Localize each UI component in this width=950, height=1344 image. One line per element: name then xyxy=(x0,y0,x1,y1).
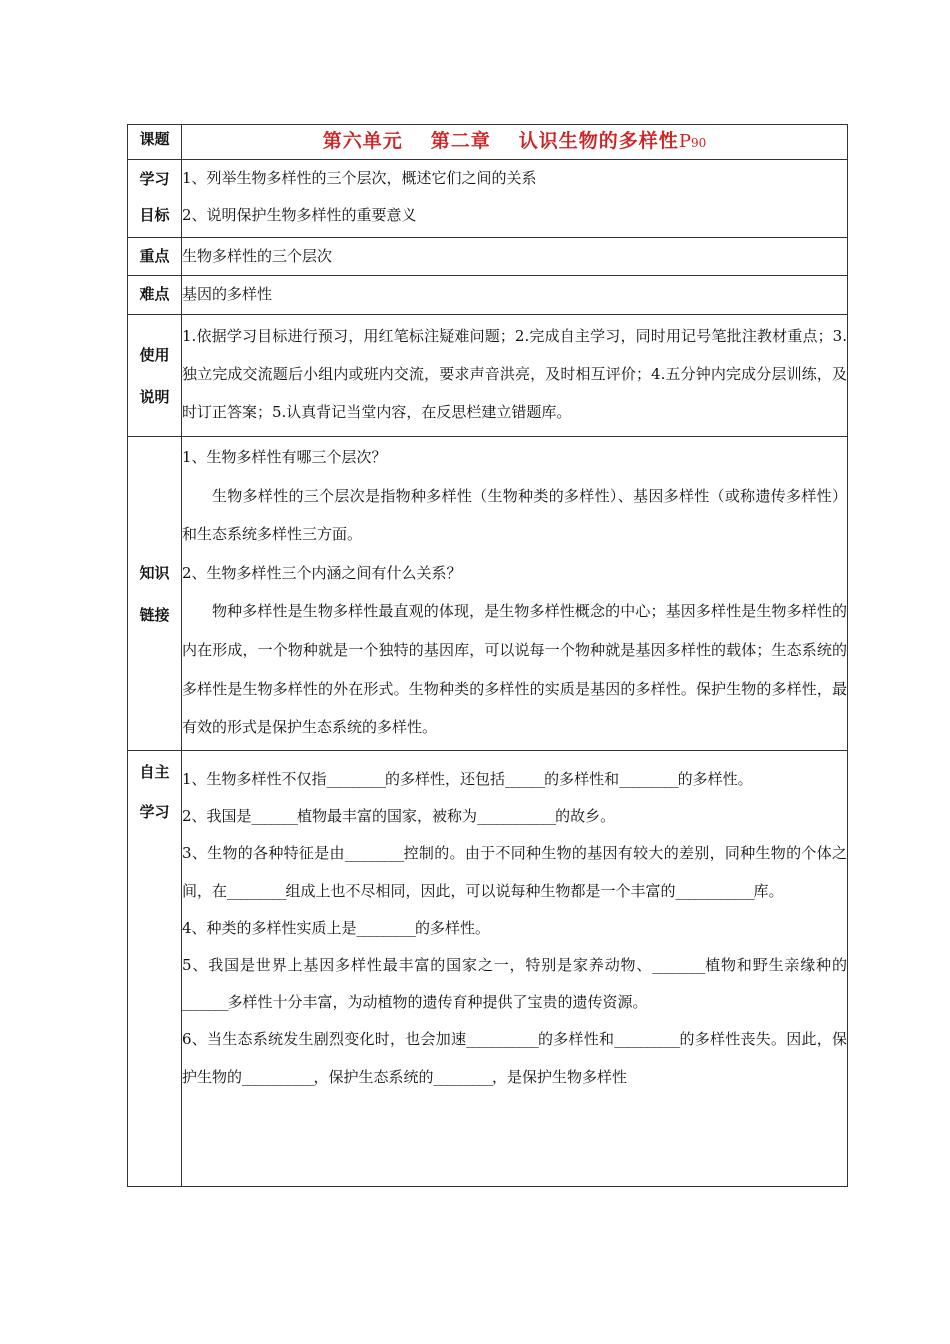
chapter-label: 第二章 xyxy=(430,130,491,152)
goal-item: 2、说明保护生物多样性的重要意义 xyxy=(182,206,417,224)
goal-item: 1、列举生物多样性的三个层次，概述它们之间的关系 xyxy=(182,169,537,187)
exercise-2: 2、我国是_______植物最丰富的国家，被称为____________的故乡。 xyxy=(182,807,616,826)
page-number: 90 xyxy=(690,136,707,150)
fill-blank[interactable]: ____________ xyxy=(477,807,556,826)
goal-label: 学习 目标 xyxy=(128,160,182,238)
difficulty-label: 难点 xyxy=(128,276,182,315)
self-study-label: 自主 学习 xyxy=(128,751,182,1187)
knowledge-row xyxy=(128,437,848,751)
usage-row xyxy=(128,315,848,437)
unit-label: 第六单元 xyxy=(322,130,403,152)
difficulty-row xyxy=(128,276,848,315)
knowledge-answer-1: 生物多样性的三个层次是指物种多样性（生物种类的多样性）、基因多样性（或称遗传多样性）和生态系统多样性三方面。 xyxy=(182,486,847,544)
usage-label: 使用 说明 xyxy=(128,315,182,437)
fill-blank[interactable]: _______ xyxy=(182,993,228,1012)
exercise-5: 5、我国是世界上基因多样性最丰富的国家之一，特别是家养动物、________植物和野生亲缘种的_______多样性十分丰富，为动植物的遗传育种提供了宝贵的遗传资源。 xyxy=(182,956,847,1012)
exercise-3: 3、生物的各种特征是由_________控制的。由于不同种生物的基因有较大的差别，同种生物的个体之间，在_________组成上也不尽相同，因此，可以说每种生物都是一个丰富的____________库。 xyxy=(182,844,847,900)
self-study-row xyxy=(128,751,848,1187)
lesson-plan-table xyxy=(127,124,848,1187)
exercise-4: 4、种类的多样性实质上是_________的多样性。 xyxy=(182,918,491,937)
usage-text: 1.依据学习目标进行预习，用红笔标注疑难问题；2.完成自主学习，同时用记号笔批注教材重点；3.独立完成交流题后小组内或班内交流，要求声音洪亮，及时相互评价；4.五分钟内完成分层训练，及时订正答案；5.认真背记当堂内容，在反思栏建立错题库。 xyxy=(182,315,848,437)
knowledge-question-1: 1、生物多样性有哪三个层次？ xyxy=(182,448,387,466)
fill-blank[interactable]: ___________ xyxy=(242,1067,314,1086)
fill-blank[interactable]: _______ xyxy=(251,807,298,826)
fill-blank[interactable]: ______ xyxy=(505,770,545,788)
fill-blank[interactable]: _________ xyxy=(326,770,386,788)
difficulty-text: 基因的多样性 xyxy=(182,276,848,315)
fill-blank[interactable]: _________ xyxy=(344,844,404,863)
fill-blank[interactable]: ________ xyxy=(652,956,705,975)
title-label: 课题 xyxy=(128,125,182,160)
key-point-label: 重点 xyxy=(128,238,182,276)
knowledge-question-2: 2、生物多样性三个内涵之间有什么关系？ xyxy=(182,563,462,582)
page-prefix: P xyxy=(678,131,691,152)
self-study-content xyxy=(182,751,848,1187)
goal-row xyxy=(128,160,848,238)
exercise-6: 6、当生态系统发生剧烈变化时，也会加速___________的多样性和__________的多样性丧失。因此，保护生物的___________，保护生态系统的_________，是保护生物多样性 xyxy=(182,1030,847,1086)
fill-blank[interactable]: ___________ xyxy=(466,1030,538,1049)
exercise-1: 1、生物多样性不仅指_________的多样性，还包括______的多样性和_________的多样性。 xyxy=(182,770,753,788)
fill-blank[interactable]: _________ xyxy=(356,918,416,937)
topic-label: 认识生物的多样性 xyxy=(518,130,679,152)
knowledge-answer-2: 物种多样性是生物多样性最直观的体现，是生物多样性概念的中心；基因多样性是生物多样性的内在形成，一个物种就是一个独特的基因库，可以说每一个物种就是基因多样性的载体；生态系统的多样性是生物多样性的外在形式。生物种类的多样性的实质是基因的多样性。保护生物的多样性，最有效的形式是保护生态系统的多样性。 xyxy=(182,602,847,737)
goal-content xyxy=(182,160,848,238)
key-point-text: 生物多样性的三个层次 xyxy=(182,238,848,276)
lesson-title xyxy=(182,125,848,160)
title-row xyxy=(128,125,848,160)
key-point-row xyxy=(128,238,848,276)
fill-blank[interactable]: _________ xyxy=(433,1067,493,1086)
fill-blank[interactable]: __________ xyxy=(614,1030,680,1049)
knowledge-label: 知识 链接 xyxy=(128,437,182,751)
fill-blank[interactable]: ____________ xyxy=(675,881,754,900)
fill-blank[interactable]: _________ xyxy=(227,881,286,900)
fill-blank[interactable]: _________ xyxy=(619,770,678,788)
knowledge-content xyxy=(182,437,848,751)
